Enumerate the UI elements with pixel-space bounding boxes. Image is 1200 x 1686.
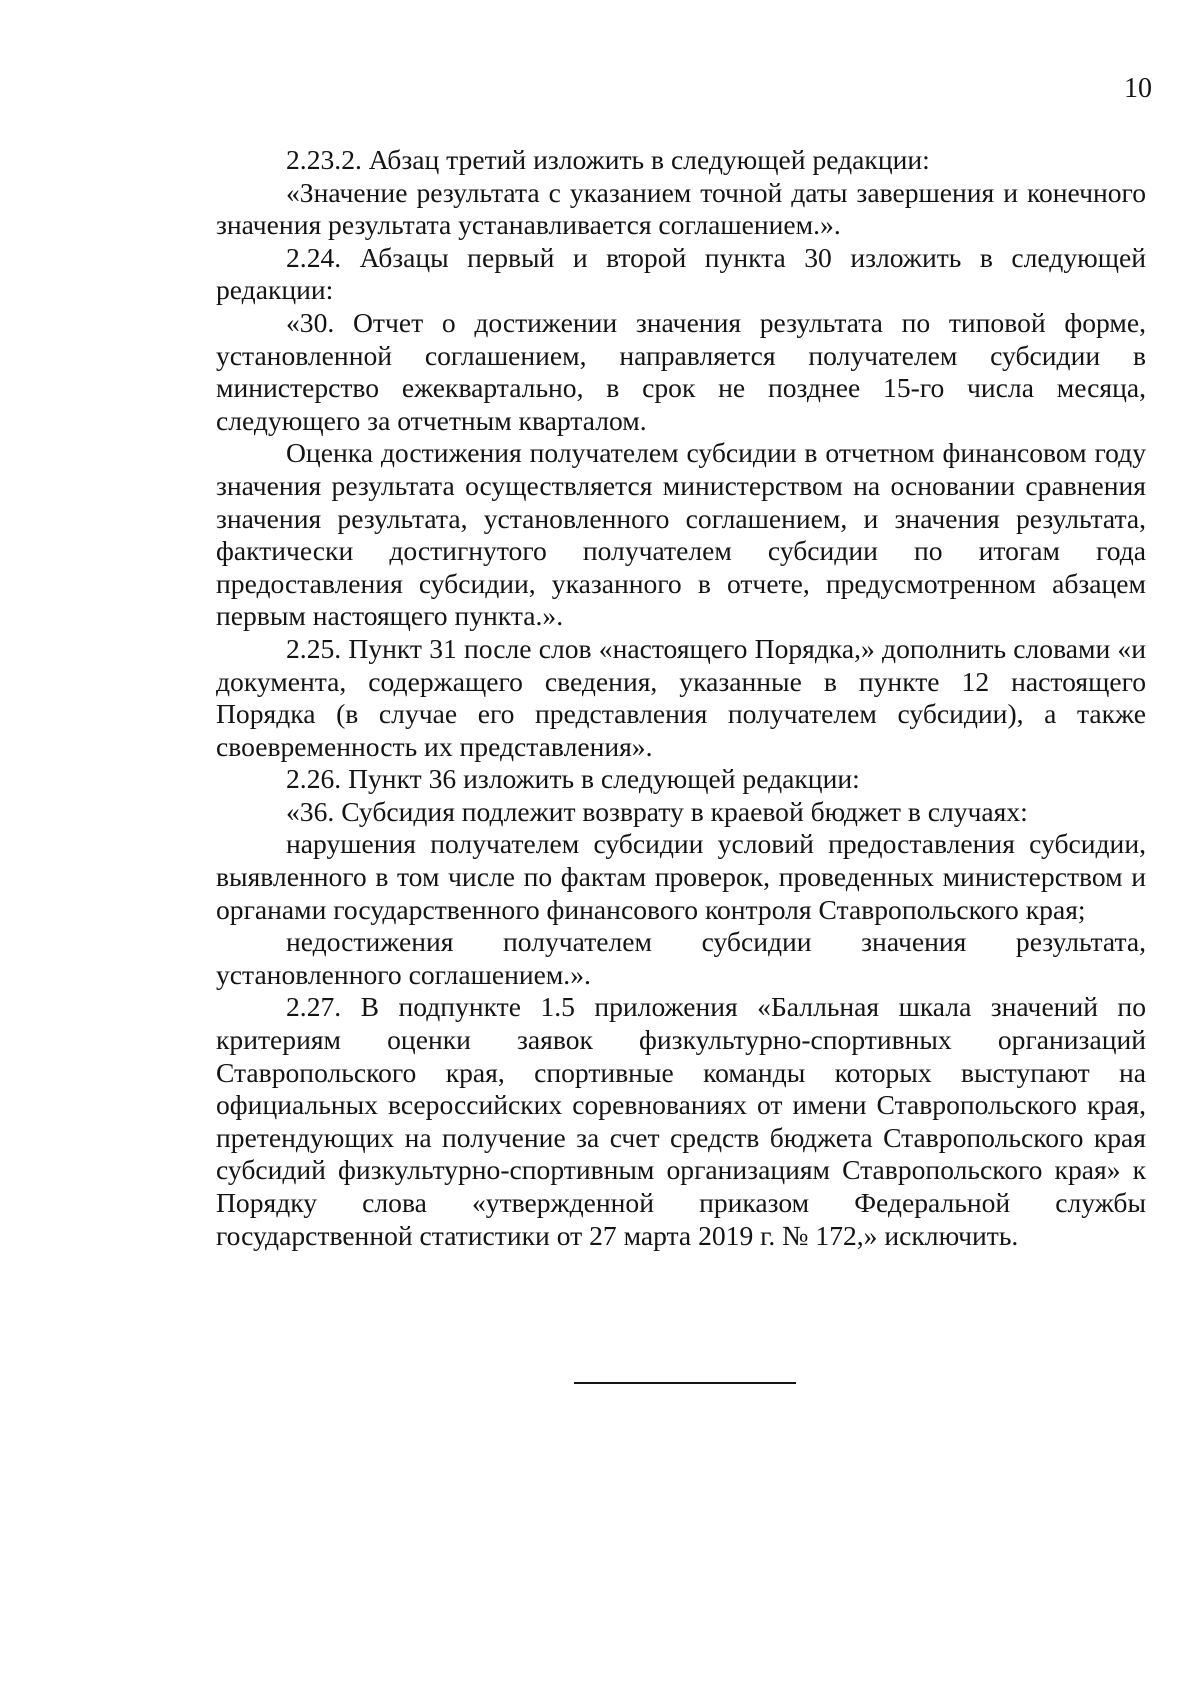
- paragraph-2-24-heading: 2.24. Абзацы первый и второй пункта 30 изложить в следующей редакции:: [216, 241, 1146, 306]
- page-number: 10: [1124, 73, 1152, 104]
- paragraph-item-36: «36. Субсидия подлежит возврату в краевой бюджет в случаях:: [286, 795, 1028, 827]
- paragraph-2-23-2-heading: 2.23.2. Абзац третий изложить в следующей редакции:: [286, 144, 930, 175]
- end-of-text-divider: [574, 1382, 796, 1384]
- paragraph-2-23-2-text: «Значение результата с указанием точной даты завершения и конечного значения результата устанавливается соглашением.».: [216, 176, 1146, 241]
- paragraph-item-36-case-violation: нарушения получателем субсидии условий предоставления субсидии, выявленного в том числе по фактам проверок, проведенных министерством и органами государственного финансового контроля Ставропольского края;: [216, 828, 1146, 925]
- paragraph-2-27: 2.27. В подпункте 1.5 приложения «Балльная шкала значений по критериям оценки заявок физкультурно-спортивных организаций Ставропольского края, спортивные команды которых выступают на официальных всероссийских соревнованиях от имени Ставропольского края, претендующих на получение за счет средств бюджета Ставропольского края субсидий физкультурно-спортивным организациям Ставропольского края» к Порядку слова «утвержденной приказом Федеральной службы государственной статистики от 27 марта 2019 г. № 172,» исключить.: [216, 991, 1146, 1251]
- paragraph-2-26-heading: 2.26. Пункт 36 изложить в следующей редакции:: [286, 763, 860, 795]
- paragraph-2-25: 2.25. Пункт 31 после слов «настоящего Порядка,» дополнить словами «и документа, содержащего сведения, указанные в пункте 12 настоящего Порядка (в случае его представления получателем субсидии), а также своевременность их представления».: [216, 632, 1146, 762]
- paragraph-item-36-case-failure: недостижения получателем субсидии значения результата, установленного соглашением.».: [216, 926, 1146, 990]
- paragraph-item-30-report: «30. Отчет о достижении значения результата по типовой форме, установленной соглашением, направляется получателем субсидии в министерство ежеквартально, в срок не позднее 15-го числа месяца, следующего за отчетным кварталом.: [216, 306, 1146, 436]
- paragraph-item-30-evaluation: Оценка достижения получателем субсидии в отчетном финансовом году значения результата осуществляется министерством на основании сравнения значения результата, установленного соглашением, и значения результата, фактически достигнутого получателем субсидии по итогам года предоставления субсидии, указанного в отчете, предусмотренном абзацем первым настоящего пункта.».: [216, 437, 1146, 632]
- document-body: [216, 144, 1146, 1252]
